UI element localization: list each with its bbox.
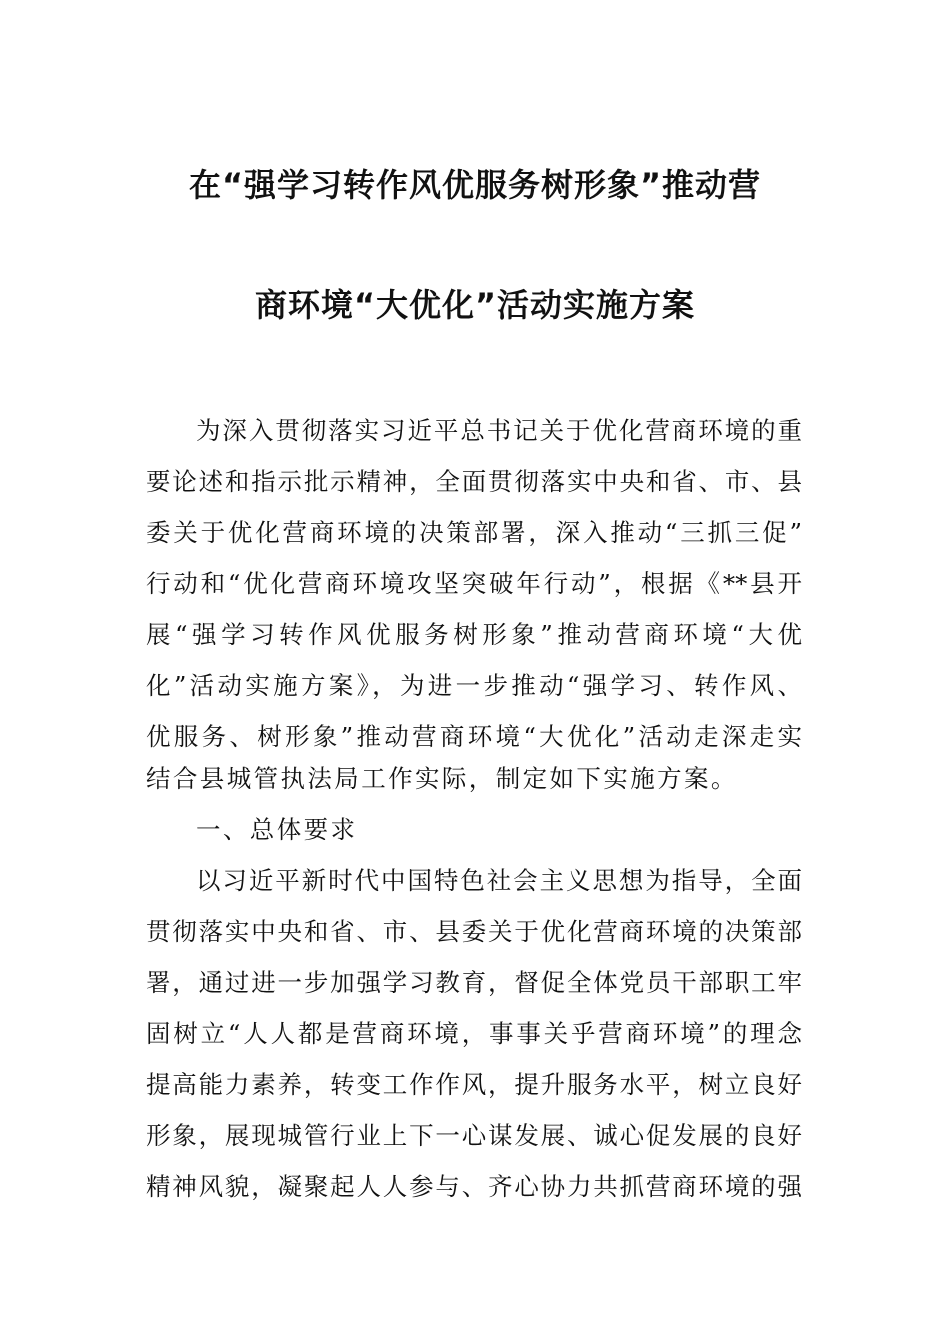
paragraph-line: 化”活动实施方案》，为进一步推动“强学习、转作风、	[146, 671, 802, 700]
section-heading: 一、总体要求	[196, 815, 358, 844]
paragraph-line: 展“强学习转作风优服务树形象”推动营商环境“大优	[146, 620, 802, 649]
document-title-line-1: 在“强学习转作风优服务树形象”推动营	[188, 166, 762, 204]
paragraph-line: 要论述和指示批示精神，全面贯彻落实中央和省、市、县	[146, 467, 802, 496]
paragraph-line: 贯彻落实中央和省、市、县委关于优化营商环境的决策部	[146, 917, 802, 946]
paragraph-line: 优服务、树形象”推动营商环境“大优化”活动走深走实	[146, 722, 802, 751]
paragraph-line: 精神风貌，凝聚起人人参与、齐心协力共抓营商环境的强	[146, 1172, 802, 1201]
paragraph-line: 固树立“人人都是营商环境，事事关乎营商环境”的理念	[146, 1019, 802, 1048]
paragraph-line: 为深入贯彻落实习近平总书记关于优化营商环境的重	[196, 416, 802, 445]
paragraph-line: 以习近平新时代中国特色社会主义思想为指导，全面	[196, 866, 802, 895]
document-title-line-2: 商环境“大优化”活动实施方案	[254, 286, 696, 324]
paragraph-line: 形象，展现城管行业上下一心谋发展、诚心促发展的良好	[146, 1121, 802, 1150]
paragraph-line: 行动和“优化营商环境攻坚突破年行动”，根据《**县开	[146, 569, 802, 598]
paragraph-line: 委关于优化营商环境的决策部署，深入推动“三抓三促”	[146, 518, 802, 547]
paragraph-line: 提高能力素养，转变工作作风，提升服务水平，树立良好	[146, 1070, 802, 1099]
paragraph-line: 结合县城管执法局工作实际，制定如下实施方案。	[146, 764, 738, 793]
paragraph-line: 署，通过进一步加强学习教育，督促全体党员干部职工牢	[146, 968, 802, 997]
